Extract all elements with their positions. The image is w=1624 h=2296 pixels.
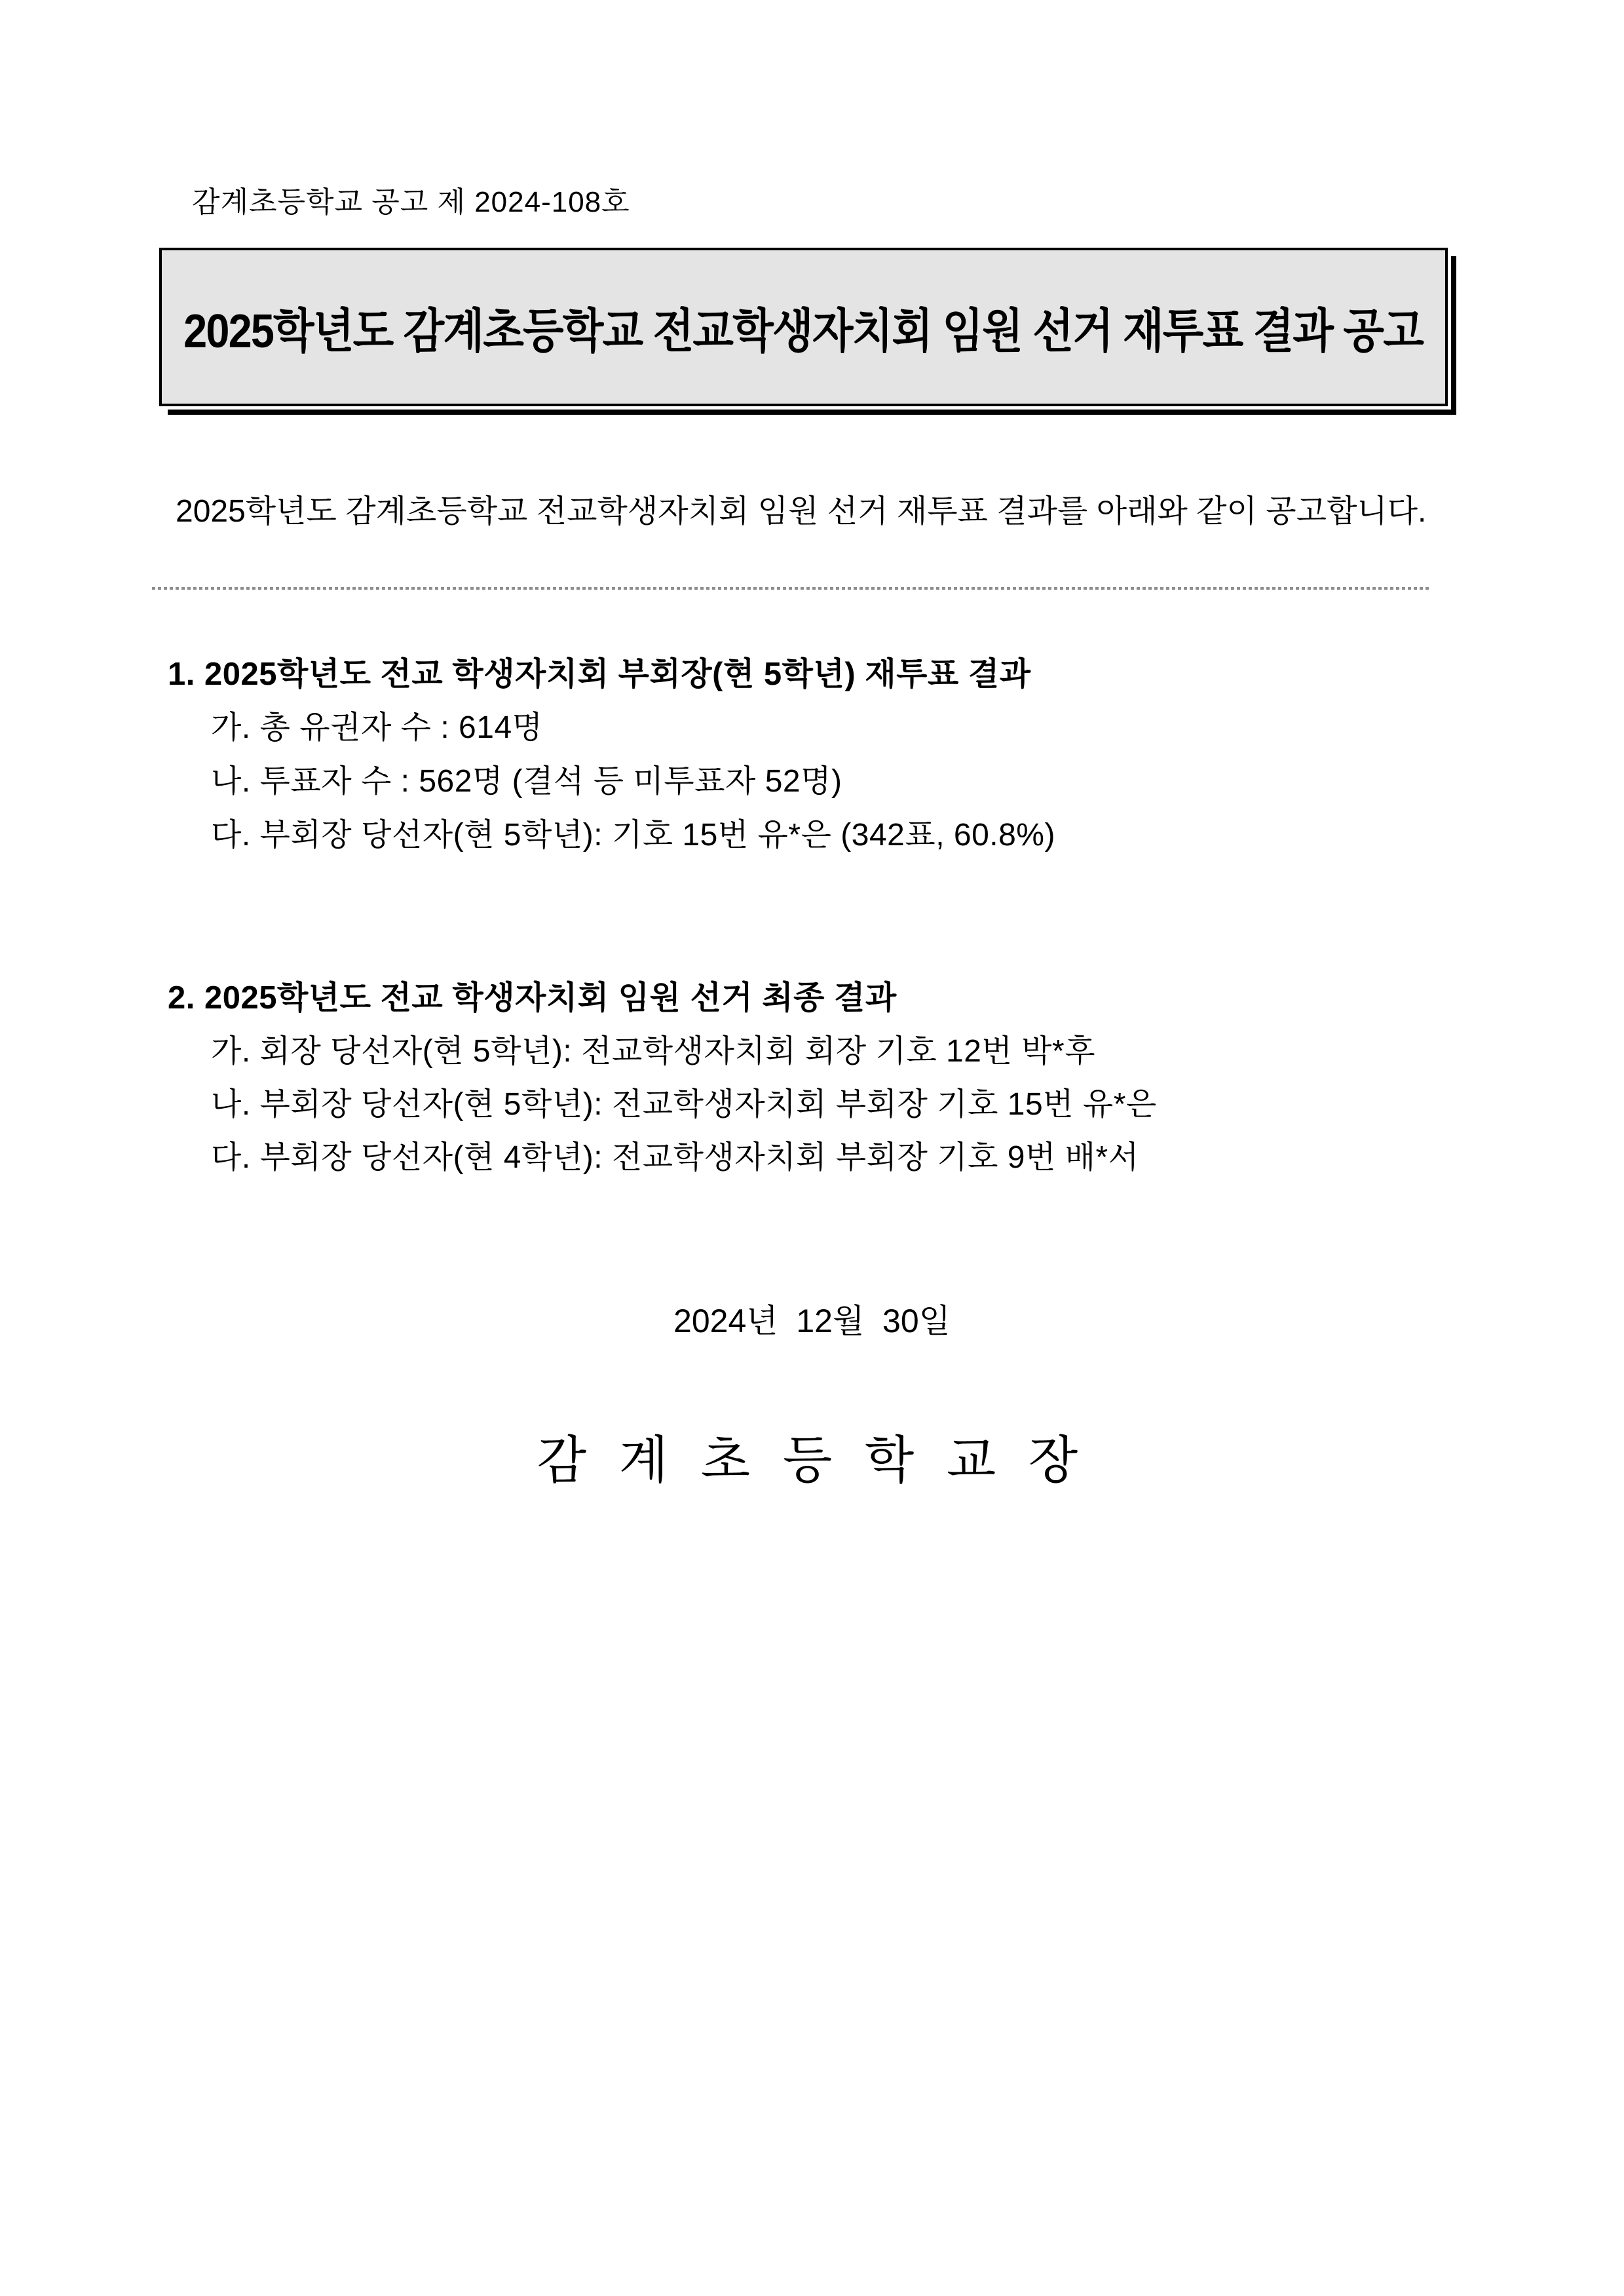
section-1-item-total-voters: 가. 총 유권자 수 : 614명	[211, 710, 543, 745]
section-2-item-president-elect: 가. 회장 당선자(현 5학년): 전교학생자치회 회장 기호 12번 박*후	[211, 1034, 1096, 1069]
principal-signature: 감 계 초 등 학 교 장	[537, 1431, 1087, 1489]
title-box	[159, 248, 1448, 406]
section-1-item-vice-president-elect: 다. 부회장 당선자(현 5학년): 기호 15번 유*은 (342표, 60.8%)	[211, 818, 1055, 852]
section-1-item-voter-count: 나. 투표자 수 : 562명 (결석 등 미투표자 52명)	[211, 764, 842, 799]
section-2-item-vice-president-g5: 나. 부회장 당선자(현 5학년): 전교학생자치회 부회장 기호 15번 유*은	[211, 1087, 1157, 1122]
page-title: 2025학년도 감계초등학교 전교학생자치회 임원 선거 재투표 결과 공고	[183, 305, 1424, 358]
document-number: 감계초등학교 공고 제 2024-108호	[192, 186, 630, 218]
intro-paragraph: 2025학년도 감계초등학교 전교학생자치회 임원 선거 재투표 결과를 아래와 같이 공고합니다.	[176, 494, 1427, 529]
section-2-heading: 2. 2025학년도 전교 학생자치회 임원 선거 최종 결과	[168, 980, 897, 1016]
announcement-date: 2024년 12월 30일	[673, 1303, 951, 1339]
section-2-item-vice-president-g4: 다. 부회장 당선자(현 4학년): 전교학생자치회 부회장 기호 9번 배*서	[211, 1140, 1139, 1175]
dotted-divider	[152, 587, 1431, 590]
section-1-heading: 1. 2025학년도 전교 학생자치회 부회장(현 5학년) 재투표 결과	[168, 657, 1031, 692]
